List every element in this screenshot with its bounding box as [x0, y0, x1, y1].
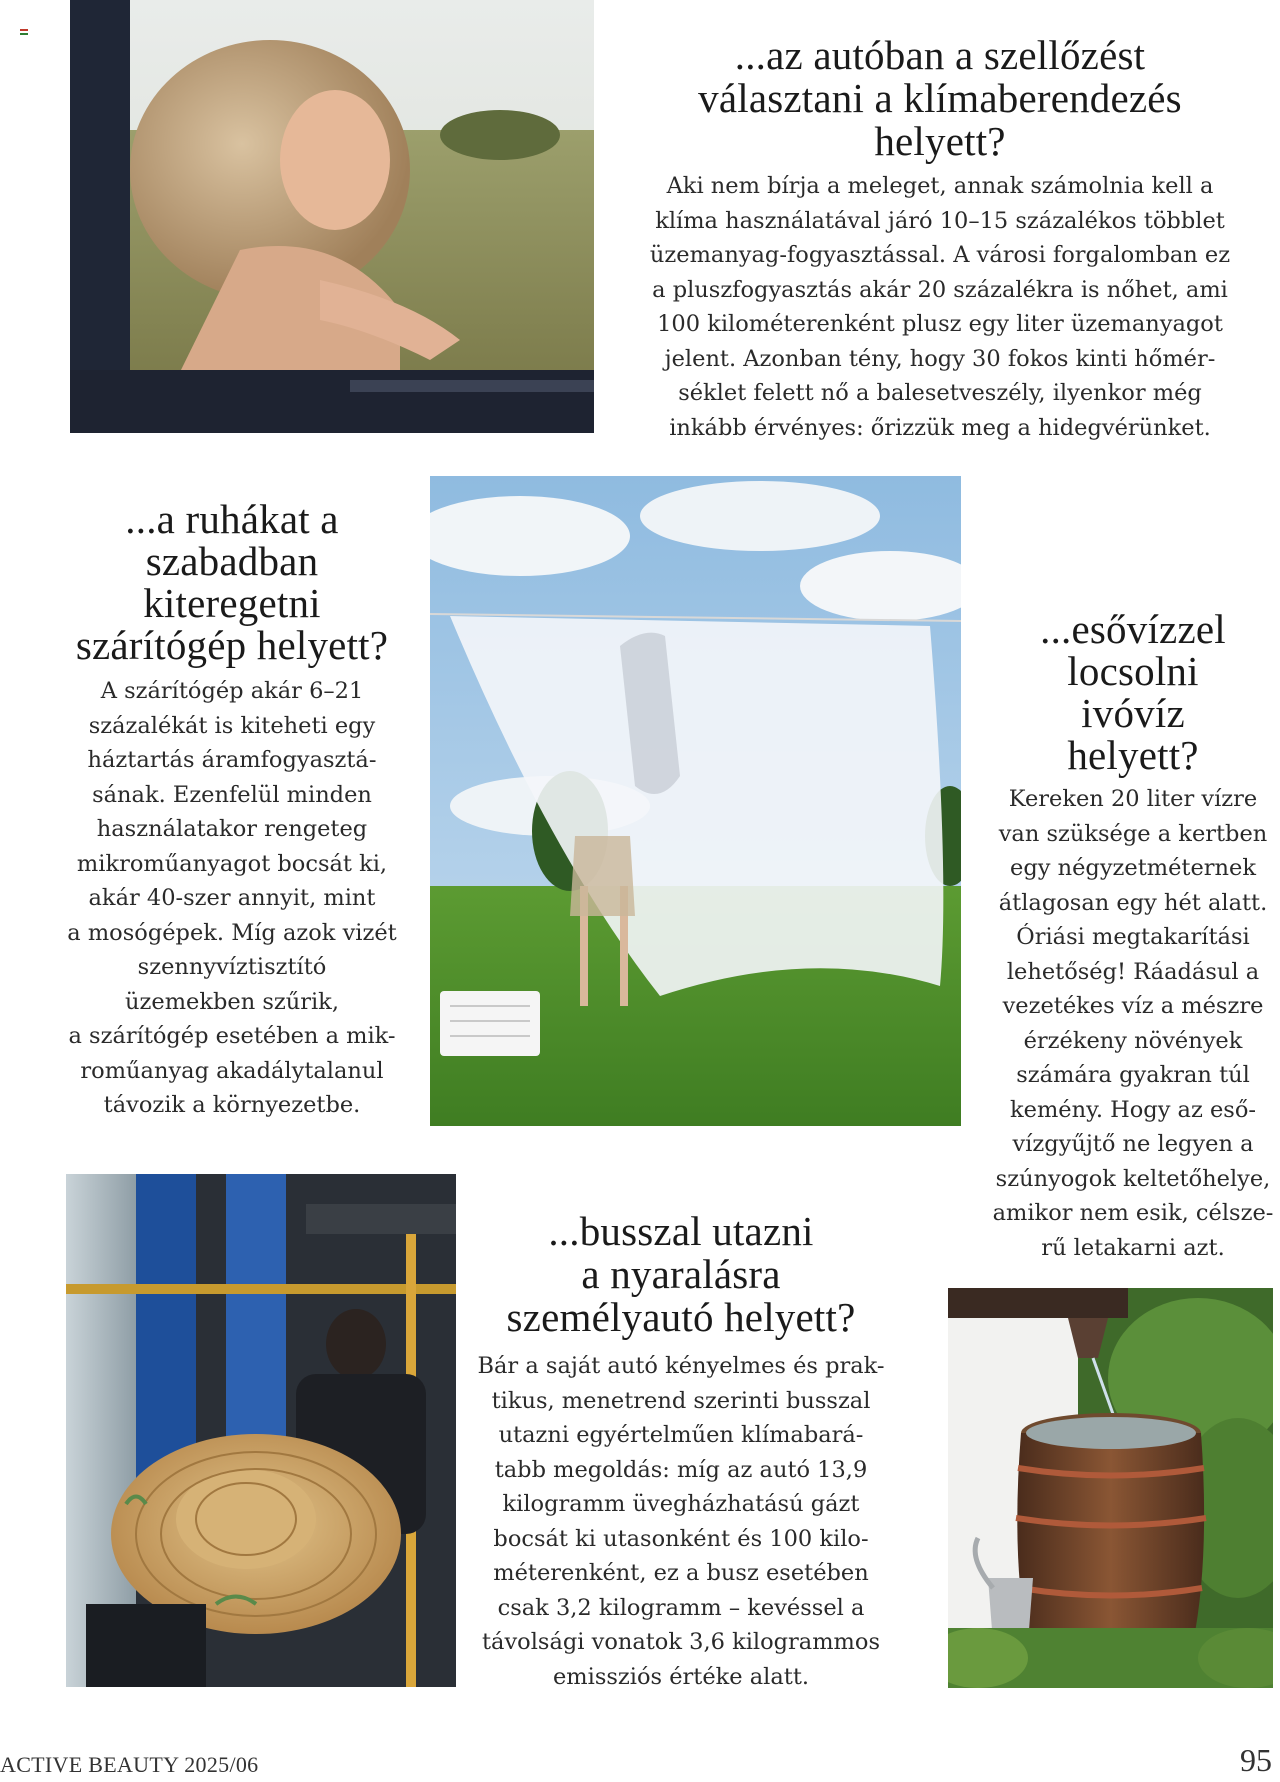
body-line: tikus, menetrend szerinti busszal — [491, 1387, 871, 1414]
section-laundry — [50, 498, 414, 1123]
laundry-heading — [50, 498, 414, 666]
sheet-on-clothesline-photo — [430, 476, 961, 1126]
body-line: Bár a saját autó kényelmes és prak- — [477, 1353, 885, 1379]
car-heading — [610, 34, 1270, 163]
flag-icon — [20, 20, 28, 26]
body-line: érzékeny növények — [1023, 1027, 1243, 1054]
heading-line: ...busszal utazni — [548, 1208, 814, 1254]
body-line: séklet felett nő a balesetveszély, ilyenkor még — [678, 380, 1202, 406]
body-line: százalékát is kiteheti egy — [88, 712, 376, 739]
body-line: vízgyűjtő ne legyen a — [1012, 1131, 1254, 1157]
heading-line: kiteregetni — [143, 580, 321, 626]
body-line: A szárítógép akár 6–21 — [100, 678, 364, 704]
body-line: 100 kilométerenként plusz egy liter üzemanyagot — [657, 311, 1223, 337]
heading-line: a nyaralásra — [581, 1251, 781, 1297]
heading-line: helyett? — [874, 118, 1006, 164]
heading-line: személyautó helyett? — [506, 1294, 856, 1340]
body-line: rű letakarni azt. — [1041, 1234, 1225, 1261]
body-line: emissziós értéke alatt. — [552, 1663, 810, 1690]
body-line: lehetőség! Ráadásul a — [1006, 958, 1260, 985]
body-line: használatakor rengeteg — [96, 816, 368, 842]
body-line: klíma használatával járó 10–15 százalékos többlet — [655, 207, 1225, 234]
section-car — [610, 34, 1270, 445]
body-line: a szárítógép esetében a mik- — [68, 1023, 396, 1049]
body-line: csak 3,2 kilogramm – kevéssel a — [497, 1594, 865, 1621]
body-line: kemény. Hogy az eső- — [1010, 1096, 1256, 1123]
body-line: Kereken 20 liter vízre — [1008, 786, 1258, 812]
rain-heading — [990, 608, 1276, 776]
body-line: jelent. Azonban tény, hogy 30 fokos kinti hőmér- — [664, 345, 1216, 372]
body-line: üzemekben szűrik, — [125, 988, 339, 1015]
woman-in-car-photo — [70, 0, 594, 433]
heading-line: helyett? — [1067, 732, 1199, 778]
body-line: inkább érvényes: őrizzük meg a hidegvérünket. — [669, 414, 1211, 441]
body-line: a mosógépek. Míg azok vizét — [67, 919, 397, 946]
heading-line: szárítógép helyett? — [75, 622, 389, 668]
body-line: távozik a környezetbe. — [103, 1092, 361, 1118]
body-line: mikroműanyagot bocsát ki, — [76, 850, 388, 877]
body-line: számára gyakran túl — [1016, 1062, 1250, 1088]
body-line: Óriási megtakarítási — [1016, 924, 1250, 950]
body-line: méterenként, ez a busz esetében — [493, 1560, 869, 1586]
magazine-issue-label: ACTIVE BEAUTY 2025/06 — [0, 1752, 259, 1777]
body-line: a pluszfogyasztás akár 20 százalékra is nőhet, ami — [652, 276, 1228, 303]
section-rain — [990, 608, 1276, 1265]
body-line: vezetékes víz a mészre — [1002, 993, 1264, 1019]
straw-hat-on-bus-photo — [66, 1174, 456, 1687]
body-line: van szüksége a kertben — [998, 820, 1268, 847]
body-line: tabb megoldás: míg az autó 13,9 — [494, 1456, 868, 1483]
heading-line: ...esővízzel — [1040, 606, 1226, 652]
body-line: szennyvíztisztító — [137, 954, 327, 980]
body-line: roműanyag akadálytalanul — [80, 1057, 384, 1084]
page-number: 95 — [1240, 1742, 1272, 1778]
body-line: akár 40-szer annyit, mint — [88, 885, 376, 911]
heading-line: szabadban — [145, 538, 319, 584]
body-line: üzemanyag-fogyasztással. A városi forgalomban ez — [649, 242, 1231, 268]
body-line: szúnyogok keltetőhelye, — [995, 1165, 1271, 1192]
body-line: Aki nem bírja a meleget, annak számolnia kell a — [666, 173, 1214, 199]
heading-line: választani a klímaberendezés — [698, 75, 1182, 121]
bus-body-text — [466, 1349, 896, 1694]
body-line: távolsági vonatok 3,6 kilogrammos — [481, 1629, 880, 1655]
body-line: bocsát ki utasonként és 100 kilo- — [493, 1525, 869, 1552]
rain-body-text — [990, 782, 1276, 1265]
body-line: átlagosan egy hét alatt. — [998, 889, 1268, 916]
section-bus — [466, 1210, 896, 1694]
body-line: utazni egyértelműen klímabará- — [498, 1422, 864, 1448]
car-body-text — [610, 169, 1270, 445]
body-line: egy négyzetméternek — [1010, 855, 1256, 881]
body-line: kilogramm üvegházhatású gázt — [502, 1491, 860, 1517]
heading-line: ...a ruhákat a — [125, 496, 339, 542]
rain-barrel-photo — [948, 1288, 1273, 1688]
heading-line: ivóvíz — [1081, 690, 1185, 736]
heading-line: locsolni — [1067, 648, 1199, 694]
body-line: sának. Ezenfelül minden — [92, 781, 372, 808]
heading-line: ...az autóban a szellőzést — [734, 32, 1146, 78]
bus-heading — [466, 1210, 896, 1339]
laundry-body-text — [50, 674, 414, 1123]
body-line: háztartás áramfogyasztá- — [87, 747, 377, 773]
body-line: amikor nem esik, célsze- — [992, 1200, 1274, 1226]
